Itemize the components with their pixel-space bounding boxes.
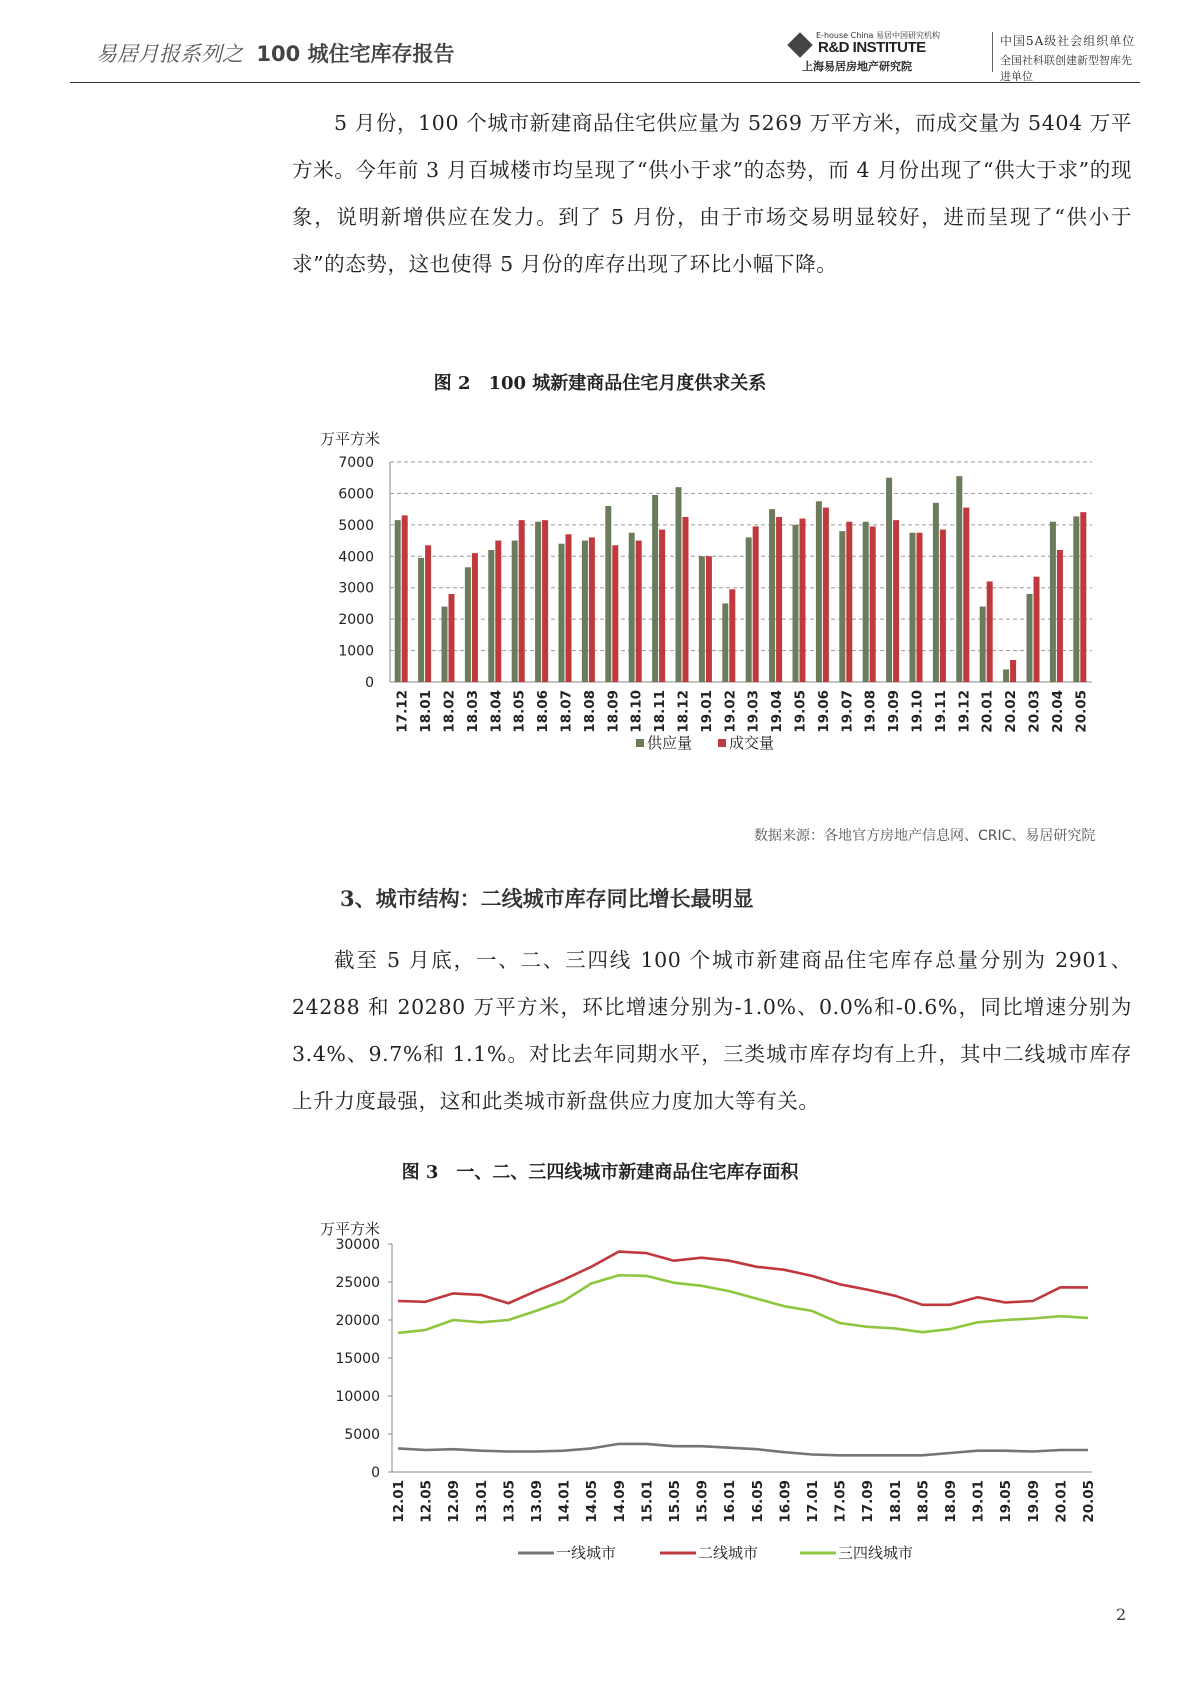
header-title-series: 易居月报系列之 <box>96 42 243 66</box>
x-tick-label: 19.07 <box>839 690 856 733</box>
bar-supply <box>395 520 401 682</box>
y-tick-label: 10000 <box>335 1389 380 1405</box>
header-honor-1: 中国5A级社会组织单位 <box>1000 34 1136 48</box>
bar-sales <box>449 594 455 682</box>
logo-mark-icon <box>787 32 812 57</box>
page-number: 2 <box>1116 1605 1127 1624</box>
bar-supply <box>605 506 611 682</box>
bar-sales <box>846 522 852 682</box>
x-tick-label: 20.01 <box>979 690 996 733</box>
bar-supply <box>839 531 845 682</box>
x-tick-label: 15.01 <box>639 1480 656 1523</box>
x-tick-label: 18.12 <box>675 690 692 733</box>
bar-sales <box>1010 660 1016 682</box>
figure2-title: 图 2 100 城新建商品住宅月度供求关系 <box>433 373 767 394</box>
x-tick-label: 19.05 <box>998 1480 1015 1523</box>
x-tick-label: 19.03 <box>745 690 762 733</box>
x-tick-label: 19.02 <box>722 690 739 733</box>
x-tick-label: 16.05 <box>749 1480 766 1523</box>
x-tick-label: 18.07 <box>558 690 575 733</box>
bar-supply <box>652 495 658 682</box>
line-tier2 <box>398 1252 1088 1305</box>
bar-supply <box>535 522 541 682</box>
bar-sales <box>753 526 759 682</box>
bar-sales <box>917 533 923 682</box>
bar-supply <box>1027 594 1033 682</box>
y-tick-label: 6000 <box>338 486 374 503</box>
bar-supply <box>488 550 494 682</box>
x-tick-label: 15.09 <box>694 1480 711 1523</box>
x-tick-label: 17.09 <box>860 1480 877 1523</box>
legend-swatch-sales <box>718 739 726 747</box>
x-tick-label: 18.08 <box>581 690 598 733</box>
legend-label-tier1: 一线城市 <box>556 1544 617 1562</box>
data-source: 数据来源：各地官方房地产信息网、CRIC、易居研究院 <box>754 828 1096 844</box>
bar-supply <box>863 522 869 682</box>
bar-supply <box>746 537 752 682</box>
bar-supply <box>1003 669 1009 682</box>
bar-supply <box>793 525 799 682</box>
y-axis-label: 万平方米 <box>320 1220 381 1238</box>
legend-label-tier34: 三四线城市 <box>838 1544 914 1562</box>
bar-sales <box>1057 550 1063 682</box>
bar-supply <box>980 607 986 682</box>
page-header <box>70 30 1140 83</box>
bar-sales <box>893 520 899 682</box>
x-tick-label: 16.01 <box>722 1480 739 1523</box>
bar-sales <box>800 519 806 682</box>
x-tick-label: 19.10 <box>909 690 926 733</box>
y-axis-label: 万平方米 <box>320 430 381 448</box>
bar-supply <box>933 503 939 682</box>
x-tick-label: 18.05 <box>915 1480 932 1523</box>
x-tick-label: 20.05 <box>1073 690 1090 733</box>
x-tick-label: 18.11 <box>652 690 669 733</box>
bar-sales <box>963 508 969 682</box>
bar-sales <box>519 520 525 682</box>
paragraph-city-structure: 截至 5 月底，一、二、三四线 100 个城市新建商品住宅库存总量分别为 2901、24288 和 20280 万平方米，环比增速分别为-1.0%、0.0%和-0.6%，同比增速分别为 3.4%、9.7%和 1.1%。对比去年同期水平，三类城市库存均有上升，其中二线城市库存上升力度最强，这和此类城市新盘供应力度加大等有关。 <box>292 948 1132 1113</box>
bar-sales <box>472 553 478 682</box>
x-tick-label: 18.01 <box>418 690 435 733</box>
y-tick-label: 1000 <box>338 643 374 660</box>
bar-supply <box>886 478 892 682</box>
bar-supply <box>1073 516 1079 682</box>
y-tick-label: 4000 <box>338 549 374 566</box>
bar-sales <box>636 541 642 682</box>
bar-sales <box>706 556 712 682</box>
x-tick-label: 19.12 <box>956 690 973 733</box>
x-tick-label: 20.03 <box>1026 690 1043 733</box>
line-tier34 <box>398 1275 1088 1333</box>
header-title-report: 100 城住宅库存报告 <box>256 42 455 66</box>
bar-supply <box>1050 522 1056 682</box>
x-tick-label: 13.09 <box>529 1480 545 1523</box>
x-tick-label: 20.02 <box>1003 690 1020 733</box>
header-separator <box>992 32 993 72</box>
bar-supply <box>582 541 588 682</box>
legend-label-sales: 成交量 <box>729 734 775 752</box>
bar-supply <box>816 501 822 682</box>
figure3-title: 图 3 一、二、三四线城市新建商品住宅库存面积 <box>401 1162 799 1183</box>
x-tick-label: 13.01 <box>473 1480 490 1523</box>
x-tick-label: 19.01 <box>698 690 715 733</box>
x-tick-label: 14.05 <box>584 1480 601 1523</box>
bar-sales <box>612 545 618 682</box>
bar-supply <box>442 607 448 682</box>
bar-supply <box>418 558 424 682</box>
bar-supply <box>676 487 682 682</box>
bar-sales <box>402 515 408 682</box>
bar-sales <box>683 517 689 682</box>
logo-cn-name: 上海易居房地产研究院 <box>802 60 912 73</box>
x-tick-label: 20.01 <box>1053 1480 1070 1523</box>
supply-demand-bar-chart <box>0 410 1200 770</box>
x-tick-label: 17.12 <box>394 690 411 733</box>
y-tick-label: 20000 <box>335 1313 380 1329</box>
x-tick-label: 20.05 <box>1081 1480 1097 1523</box>
logo-small-text: E-house China 易居中国研究机构 <box>816 31 941 40</box>
x-tick-label: 18.09 <box>605 690 622 733</box>
bar-sales <box>729 589 735 682</box>
x-tick-label: 19.09 <box>886 690 903 733</box>
x-tick-label: 12.01 <box>391 1480 407 1523</box>
x-tick-label: 18.04 <box>488 690 505 733</box>
bar-supply <box>769 509 775 682</box>
x-tick-label: 14.09 <box>611 1480 628 1523</box>
bar-sales <box>1034 577 1040 682</box>
bar-sales <box>566 534 572 682</box>
bar-sales <box>495 541 501 682</box>
y-tick-label: 30000 <box>335 1237 380 1253</box>
x-tick-label: 19.08 <box>862 690 879 733</box>
y-tick-label: 3000 <box>338 580 374 597</box>
paragraph-supply-demand: 5 月份，100 个城市新建商品住宅供应量为 5269 万平方米，而成交量为 5404 万平方米。今年前 3 月百城楼市均呈现了“供小于求”的态势，而 4 月份出现了“供大于求”的现象，说明新增供应在发力。到了 5 月份，由于市场交易明显较好，进而呈现了“供小于求”的态势，这也使得 5 月份的库存出现了环比小幅下降。 <box>292 111 1132 276</box>
y-tick-label: 5000 <box>344 1427 380 1443</box>
bar-sales <box>823 508 829 682</box>
y-tick-label: 2000 <box>338 612 374 629</box>
x-tick-label: 12.09 <box>446 1480 463 1523</box>
x-tick-label: 13.05 <box>501 1480 518 1523</box>
bar-supply <box>629 533 635 682</box>
bar-sales <box>1080 512 1086 682</box>
x-tick-label: 12.05 <box>418 1480 435 1523</box>
logo-name: R&D INSTITUTE <box>818 39 926 56</box>
x-tick-label: 20.04 <box>1049 690 1066 733</box>
header-honor-2: 全国社科联创建新型智库先进单位 <box>1000 54 1132 83</box>
y-tick-label: 5000 <box>338 517 374 534</box>
bar-supply <box>910 533 916 682</box>
x-tick-label: 18.02 <box>441 690 458 733</box>
y-tick-label: 25000 <box>335 1275 380 1291</box>
bar-sales <box>776 517 782 682</box>
bar-supply <box>699 556 705 682</box>
x-tick-label: 17.05 <box>832 1480 849 1523</box>
bar-supply <box>512 541 518 682</box>
inventory-line-chart <box>0 1210 1200 1580</box>
legend-label-tier2: 二线城市 <box>698 1544 759 1562</box>
x-tick-label: 18.03 <box>464 690 481 733</box>
x-tick-label: 19.05 <box>792 690 809 733</box>
x-tick-label: 16.09 <box>777 1480 794 1523</box>
x-tick-label: 19.11 <box>932 690 949 733</box>
bar-sales <box>940 530 946 682</box>
header-title <box>96 38 455 68</box>
y-tick-label: 0 <box>365 675 374 691</box>
institute-logo <box>788 30 988 76</box>
bar-supply <box>956 476 962 682</box>
bar-sales <box>542 520 548 682</box>
section-heading: 3、城市结构：二线城市库存同比增长最明显 <box>340 886 754 911</box>
x-tick-label: 18.05 <box>511 690 528 733</box>
x-tick-label: 17.01 <box>805 1480 821 1523</box>
bar-supply <box>722 603 728 682</box>
legend-swatch-supply <box>636 739 644 747</box>
x-tick-label: 14.01 <box>556 1480 573 1523</box>
x-tick-label: 18.10 <box>628 690 645 733</box>
y-tick-label: 15000 <box>335 1351 380 1367</box>
x-tick-label: 18.09 <box>943 1480 959 1523</box>
bar-sales <box>589 537 595 682</box>
x-tick-label: 19.09 <box>1025 1480 1042 1523</box>
bar-sales <box>987 581 993 682</box>
x-tick-label: 15.05 <box>667 1480 683 1523</box>
bar-supply <box>465 567 471 682</box>
bar-sales <box>870 526 876 682</box>
y-tick-label: 0 <box>371 1465 380 1481</box>
bar-sales <box>659 530 665 682</box>
y-tick-label: 7000 <box>338 455 374 471</box>
x-tick-label: 19.06 <box>815 690 832 733</box>
bar-supply <box>559 544 565 682</box>
bar-sales <box>425 545 431 682</box>
x-tick-label: 18.01 <box>887 1480 904 1523</box>
x-tick-label: 19.01 <box>970 1480 987 1523</box>
legend-label-supply: 供应量 <box>647 734 693 752</box>
line-tier1 <box>398 1444 1088 1455</box>
x-tick-label: 19.04 <box>769 690 786 733</box>
x-tick-label: 18.06 <box>535 690 552 733</box>
